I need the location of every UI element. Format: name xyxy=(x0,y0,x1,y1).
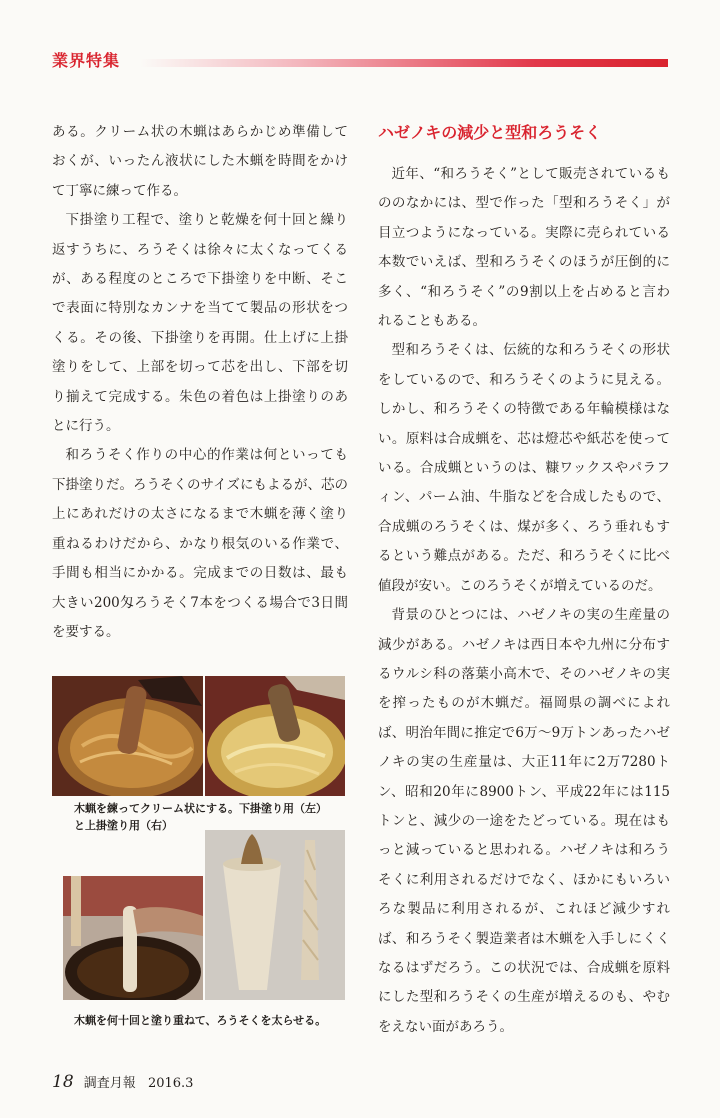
photo-caption: 木蝋を練ってクリーム状にする。下掛塗り用（左）と上掛塗り用（右） xyxy=(74,802,327,832)
paragraph: 背景のひとつには、ハゼノキの実の生産量の減少がある。ハゼノキは西日本や九州に分布するウルシ科の落葉小高木で、そのハゼノキの実を搾ったものが木蝋だ。福岡県の調べによれば、明治年間に推定で6万～9万トンあったハゼノキの実の生産量は、大正11年に2万7280トン、昭和20年に8900トン、平成22年には115トンと、減少の一途をたどっている。現在はもっと減っていると思われる。ハゼノキは和ろうそくに利用されるだけでなく、ほかにもいろいろな製品に利用されるが、これほど減少すれば、和ろうそく製造業者は木蝋を入手しにくくなるはずだろう。この状況では、合成蝋を原料にした型和ろうそくの生産が増えるのも、やむをえない面があろう。 xyxy=(378,607,670,1035)
photo-kneading-wax-light xyxy=(205,676,345,796)
photo-finished-candle xyxy=(205,830,345,1000)
section-label: 業界特集 xyxy=(52,51,121,70)
issue-date: 2016.3 xyxy=(147,1076,194,1091)
paragraph: 型和ろうそくは、伝統的な和ろうそくの形状をしているので、和ろうそくのように見える。しかし、和ろうそくの特徴である年輪模様はない。原料は合成蝋を、芯は燈芯や紙芯を使っている。合成蝋というのは、糠ワックスやパラフィン、パーム油、牛脂などを合成したもので、合成蝋のろうそくは、煤が多く、ろう垂れもするという難点がある。ただ、和ろうそくに比べ値段が安い。このろうそくが増えているのだ。 xyxy=(378,342,670,594)
paragraph: 下掛塗り工程で、塗りと乾燥を何十回と繰り返すうちに、ろうそくは徐々に太くなってくるが、ある程度のところで下掛塗りを中断、そこで表面に特別なカンナを当てて製品の形状をつくる。その後、下掛塗りを再開。仕上げに上掛塗りをして、上部を切って芯を出し、下部を切り揃えて完成する。朱色の着色は上掛塗りのあとに行う。 xyxy=(52,212,348,435)
left-column xyxy=(52,118,348,647)
photo-kneading-wax-dark xyxy=(52,676,203,796)
paragraph: 和ろうそく作りの中心的作業は何といっても下掛塗りだ。ろうそくのサイズにもよるが、芯の上にあれだけの太さになるまで木蝋を薄く塗り重ねるわけだから、かなり根気のいる作業で、手間も相当にかかる。完成までの日数は、最も大きい200匁ろうそく7本をつくる場合で3日間を要する。 xyxy=(52,447,348,640)
page-footer xyxy=(52,1072,193,1092)
photo-applying-wax xyxy=(63,876,203,1000)
paragraph: ある。クリーム状の木蝋はあらかじめ準備しておくが、いったん液状にした木蝋を時間をかけて丁寧に練って作る。 xyxy=(52,124,348,199)
paragraph: 近年、“和ろうそく”として販売されているもののなかには、型で作った「型和ろうそく」が目立つようになっている。実際に売られている本数でいえば、型和ろうそくのほうが圧倒的に多く、“和ろうそく”の9割以上を占めると言われることもある。 xyxy=(378,166,670,330)
publication-name: 調査月報 xyxy=(83,1076,136,1091)
page-number: 18 xyxy=(52,1072,74,1092)
photo-caption: 木蝋を何十回と塗り重ねて、ろうそくを太らせる。 xyxy=(74,1014,327,1027)
section-heading: ハゼノキの減少と型和ろうそく xyxy=(378,123,602,142)
header-rule xyxy=(140,59,668,67)
right-column xyxy=(378,160,670,1042)
